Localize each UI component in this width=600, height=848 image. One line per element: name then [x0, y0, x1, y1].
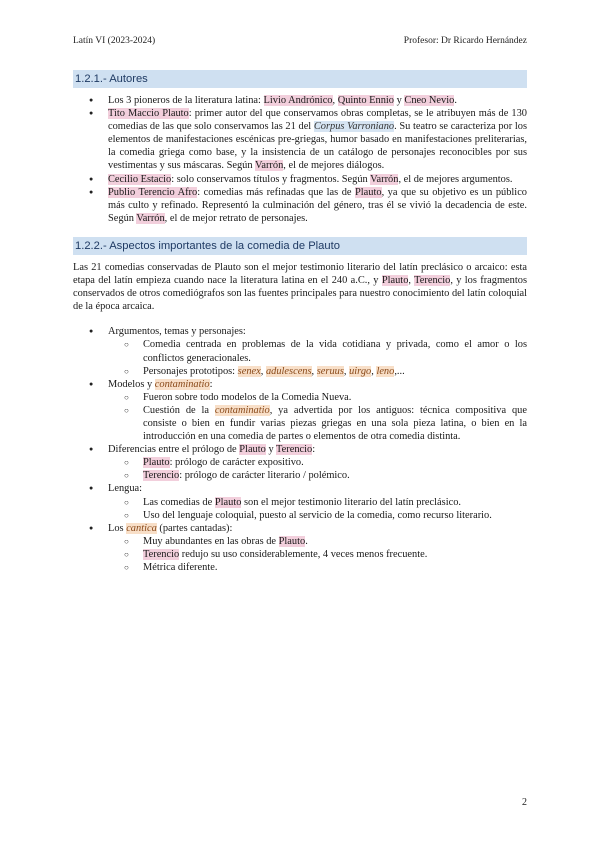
list-item: ● Modelos y contaminatio: ○ Fueron sobre todo modelos de la Comedia Nueva. ○ Cuestión de la contaminatio, ya advertida por los antiguos: técnica compositiva que consiste o bien en fundir varias piezas griegas en una sola pieza latina, o bien en la introducción en una comedia de partes o elementos de otra comedia distinta. — [73, 378, 527, 443]
author-name: Varrón — [255, 160, 284, 172]
intro-paragraph: Las 21 comedias conservadas de Plauto son el mejor testimonio literario del latín preclásico o arcaico: esta etapa del latín empieza cuando nace la literatura latina en el 240 a.C., y Plauto, Terencio, y los fragmentos conservados de otros comediógrafos son las fuentes principales para nuestro conocimiento del latín coloquial de la época arcaica. — [73, 261, 527, 313]
author-name: Plauto — [355, 186, 382, 198]
term-highlight: leno — [376, 365, 395, 377]
sub-list-item: ○ Cuestión de la contaminatio, ya advertida por los antiguos: técnica compositiva que consiste o bien en fundir varias piezas griegas en una sola pieza latina, o bien en la introducción en una comedia de partes o elementos de otra comedia distinta. — [108, 404, 527, 443]
author-name: Plauto — [143, 457, 170, 469]
author-name: Plauto — [381, 275, 409, 287]
author-name: Varrón — [136, 212, 165, 224]
sub-list-item: ○ Muy abundantes en las obras de Plauto. — [108, 535, 527, 548]
sub-list — [108, 391, 527, 443]
list-item: ● Lengua: ○ Las comedias de Plauto son el mejor testimonio literario del latín preclásico. ○ Uso del lenguaje coloquial, puesto al servicio de la comedia, como recurso literario. — [73, 482, 527, 521]
sub-list-item: ○ Uso del lenguaje coloquial, puesto al servicio de la comedia, como recurso literario. — [108, 509, 527, 522]
list-item: ● Cecilio Estacio: solo conservamos títulos y fragmentos. Según Varrón, el de mejores argumentos. — [73, 173, 527, 186]
author-name: Plauto — [214, 496, 242, 508]
aspects-list — [73, 325, 527, 574]
section-heading-autores: 1.2.1.- Autores — [73, 70, 527, 88]
list-item: ● Los cantica (partes cantadas): ○ Muy abundantes en las obras de Plauto. ○ Terencio redujo su uso considerablemente, 4 veces menos frecuente. ○ Métrica diferente. — [73, 522, 527, 574]
sub-list-item: ○ Las comedias de Plauto son el mejor testimonio literario del latín preclásico. — [108, 496, 527, 509]
author-name: Tito Maccio Plauto — [108, 108, 189, 120]
teacher-name: Profesor: Dr Ricardo Hernández — [403, 36, 527, 46]
sub-list-item: ○ Métrica diferente. — [108, 561, 527, 574]
course-title: Latín VI (2023-2024) — [73, 36, 156, 46]
sub-list — [108, 338, 527, 377]
term-highlight: uirgo — [349, 365, 372, 377]
list-item: ● Argumentos, temas y personajes: ○ Comedia centrada en problemas de la vida cotidiana y privada, como el amor o los conflictos generacionales. ○ Personajes prototipos: senex, adulescens, seruus, uirgo, leno,... — [73, 325, 527, 377]
author-name: Cecilio Estacio — [108, 173, 172, 185]
author-name: Terencio — [143, 470, 180, 482]
author-name: Livio Andrónico — [263, 95, 333, 106]
page-number: 2 — [522, 797, 527, 808]
term-highlight: adulescens — [265, 365, 312, 377]
sub-list-item: ○ Plauto: prólogo de carácter expositivo. — [108, 456, 527, 469]
term-highlight: contaminatio — [214, 404, 270, 416]
term-highlight: contaminatio — [154, 378, 210, 390]
list-item: ● Diferencias entre el prólogo de Plauto y Terencio: ○ Plauto: prólogo de carácter expositivo. ○ Terencio: prólogo de carácter literario / polémico. — [73, 443, 527, 482]
sub-list-item: ○ Personajes prototipos: senex, adulescens, seruus, uirgo, leno,... — [108, 365, 527, 378]
sub-list-item: ○ Fueron sobre todo modelos de la Comedia Nueva. — [108, 391, 527, 404]
sub-list — [108, 456, 527, 482]
author-name: Terencio — [143, 548, 180, 560]
sub-list-item: ○ Terencio redujo su uso considerablemente, 4 veces menos frecuente. — [108, 548, 527, 561]
author-name: Cneo Nevio — [404, 95, 455, 106]
list-item: ● Los 3 pioneros de la literatura latina: Livio Andrónico, Quinto Ennio y Cneo Nevio. — [73, 94, 527, 107]
author-name: Publio Terencio Afro — [108, 186, 198, 198]
page-header — [73, 36, 527, 46]
author-name: Terencio — [276, 444, 313, 456]
sub-list-item: ○ Comedia centrada en problemas de la vida cotidiana y privada, como el amor o los conflictos generacionales. — [108, 338, 527, 364]
term-highlight: cantica — [126, 522, 157, 534]
term-highlight: senex — [237, 365, 261, 377]
list-item: ● Publio Terencio Afro: comedias más refinadas que las de Plauto, ya que su objetivo es un público más culto y refinado. Representó la culminación del género, tras él se vivió la decadencia de este. Según Varrón, el de mejor retrato de personajes. — [73, 186, 527, 225]
term-highlight: seruus — [316, 365, 344, 377]
authors-list — [73, 94, 527, 225]
list-item: ● Tito Maccio Plauto: primer autor del que conservamos obras completas, se le atribuyen más de 130 comedias de las que solo conservamos las 21 del Corpus Varroniano. Su teatro se caracteriza por los elementos de manifestaciones escénicas pre-griegas, humor basado en manifestaciones preliterarias, la comedia griega como base, y la insistencia de un catálogo de personajes reconocibles por sus vestimentas y sus máscaras. Según Varrón, el de mejores diálogos. — [73, 107, 527, 172]
term-highlight: Corpus Varroniano — [313, 121, 395, 133]
sub-list — [108, 535, 527, 574]
author-name: Terencio — [414, 275, 451, 287]
author-name: Quinto Ennio — [337, 95, 394, 106]
author-name: Plauto — [239, 444, 266, 456]
sub-list — [108, 496, 527, 522]
document-body — [73, 70, 527, 574]
sub-list-item: ○ Terencio: prólogo de carácter literario / polémico. — [108, 469, 527, 482]
author-name: Plauto — [278, 535, 306, 547]
section-heading-aspectos: 1.2.2.- Aspectos importantes de la comedia de Plauto — [73, 237, 527, 255]
author-name: Varrón — [370, 173, 399, 185]
